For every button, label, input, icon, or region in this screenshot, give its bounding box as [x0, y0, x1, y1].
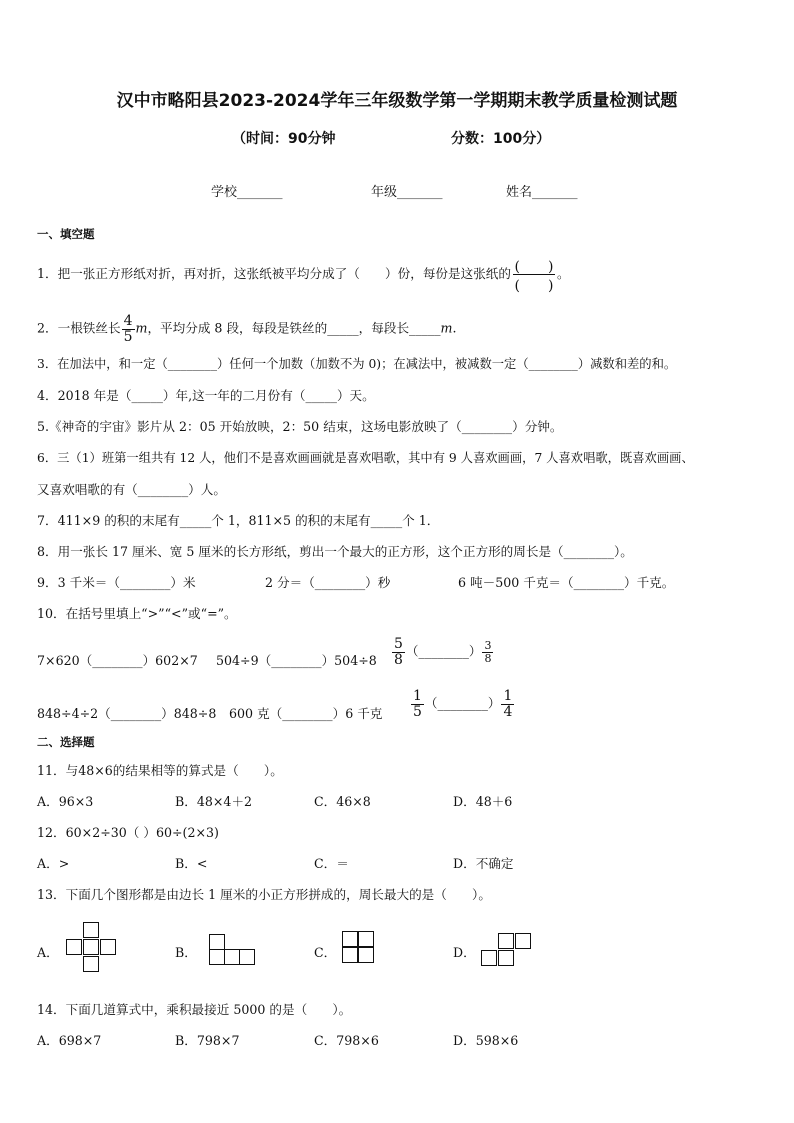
shape-c-figure	[342, 931, 376, 965]
fraction-denominator: 8	[394, 651, 403, 668]
question-9-part-a: 9．3 千米＝（________）米	[37, 575, 196, 590]
shape-d-figure	[481, 933, 533, 969]
exam-time: （时间：90分钟	[232, 131, 336, 147]
shape-b-figure	[209, 934, 257, 966]
unit-text: m	[440, 320, 453, 336]
fraction-denominator: ( )	[514, 278, 554, 294]
fraction-denominator: 8	[484, 651, 492, 665]
fraction-numerator: 4	[123, 313, 133, 329]
question-14: 14．下面几道算式中，乘积最接近 5000 的是（ ）。	[37, 1002, 352, 1017]
exam-score: 分数：100分）	[451, 131, 551, 147]
question-6-line-1: 6．三（1）班第一组共有 12 人，他们不是喜欢画画就是喜欢唱歌，其中有 9 人喜欢画画，7 人喜欢唱歌，既喜欢画画、	[37, 451, 694, 465]
question-10-item-2c	[410, 689, 515, 719]
question-5: 5.《神奇的宇宙》影片从 2：05 开始放映，2：50 结束，这场电影放映了（________）分钟。	[37, 419, 563, 434]
comparison-blank: （________）	[424, 695, 501, 711]
fraction	[501, 689, 514, 719]
fraction	[122, 314, 135, 344]
question-10-item-2b: 600 克（________）6 千克	[229, 706, 383, 721]
question-text: 2．一根铁丝长	[37, 320, 121, 336]
question-14-option-d: D．598×6	[453, 1033, 519, 1048]
fraction-numerator: 1	[503, 688, 513, 704]
question-13-option-b: B．	[175, 945, 197, 960]
fraction-denominator: 5	[123, 328, 133, 345]
page-title: 汉中市略阳县2023-2024学年三年级数学第一学期期末教学质量检测试题	[116, 91, 678, 111]
fraction-numerator: 1	[413, 688, 422, 704]
question-12-option-c: C．＝	[314, 856, 349, 871]
question-14-option-b: B．798×7	[175, 1033, 240, 1048]
question-14-option-c: C．798×6	[314, 1033, 379, 1048]
section-heading-fill-blank: 一、填空题	[37, 227, 95, 241]
question-2	[37, 314, 457, 344]
question-4: 4．2018 年是（_____）年,这一年的二月份有（_____）天。	[37, 388, 375, 403]
fraction-numerator: 3	[484, 639, 492, 653]
question-text: 1．把一张正方形纸对折，再对折，这张纸被平均分成了（ ）份，每份是这张纸的	[37, 266, 511, 281]
question-11-option-c: C．46×8	[314, 794, 371, 809]
question-1	[37, 256, 570, 293]
question-text-end: 。	[556, 266, 570, 281]
question-text-end: .	[452, 320, 457, 336]
question-6-line-2: 又喜欢唱歌的有（________）人。	[37, 482, 226, 497]
fraction-numerator: 5	[394, 636, 403, 652]
question-11-option-d: D．48＋6	[453, 794, 513, 809]
question-12-option-b: B．<	[175, 856, 208, 871]
fraction	[411, 689, 424, 719]
grade-field: 年级_______	[371, 185, 443, 200]
school-field: 学校_______	[211, 185, 283, 200]
question-10-item-1b: 504÷9（________）504÷8	[216, 653, 377, 668]
question-10-item-1a: 7×620（________）602×7	[37, 653, 198, 668]
question-14-option-a: A．698×7	[37, 1033, 102, 1048]
question-10-item-1c	[391, 637, 494, 667]
question-12: 12．60×2÷30（ ）60÷(2×3)	[37, 825, 219, 840]
question-13-option-a: A．	[37, 945, 59, 960]
name-field: 姓名_______	[506, 185, 578, 200]
question-8: 8．用一张长 17 厘米、宽 5 厘米的长方形纸，剪出一个最大的正方形，这个正方形的周长是（________）。	[37, 544, 633, 559]
question-13-option-d: D．	[453, 945, 476, 960]
section-heading-choice: 二、选择题	[37, 735, 95, 749]
question-text: ，平均分成 8 段，每段是铁丝的_____，每段长_____	[147, 320, 441, 336]
question-9-part-c: 6 吨－500 千克＝（________）千克。	[458, 575, 675, 590]
fraction	[392, 637, 405, 667]
question-10: 10．在括号里填上“>”“<”或“=”。	[37, 606, 237, 621]
fraction	[482, 640, 493, 664]
question-12-option-d: D．不确定	[453, 856, 514, 871]
question-12-option-a: A．>	[37, 856, 70, 871]
fraction-denominator: 5	[413, 703, 422, 720]
question-10-item-2a: 848÷4÷2（________）848÷8	[37, 706, 217, 721]
question-7: 7．411×9 的积的末尾有_____个 1，811×5 的积的末尾有_____个 1．	[37, 513, 440, 528]
fraction-numerator: ( )	[513, 256, 555, 275]
question-13-option-c: C．	[314, 945, 337, 960]
shape-a-figure	[66, 922, 118, 974]
fraction-denominator: 4	[503, 703, 513, 720]
question-11: 11．与48×6的结果相等的算式是（ ）。	[37, 763, 283, 778]
question-3: 3．在加法中，和一定（________）任何一个加数（加数不为 0)；在减法中，被减数一定（________）减数和差的和。	[37, 357, 677, 371]
question-9-part-b: 2 分＝（________）秒	[265, 575, 391, 590]
question-13: 13．下面几个图形都是由边长 1 厘米的小正方形拼成的，周长最大的是（ ）。	[37, 887, 491, 902]
question-11-option-a: A．96×3	[37, 794, 94, 809]
unit-text: m	[135, 320, 148, 336]
comparison-blank: （________）	[405, 643, 482, 659]
blank-fraction	[513, 256, 555, 293]
question-11-option-b: B．48×4＋2	[175, 794, 253, 809]
